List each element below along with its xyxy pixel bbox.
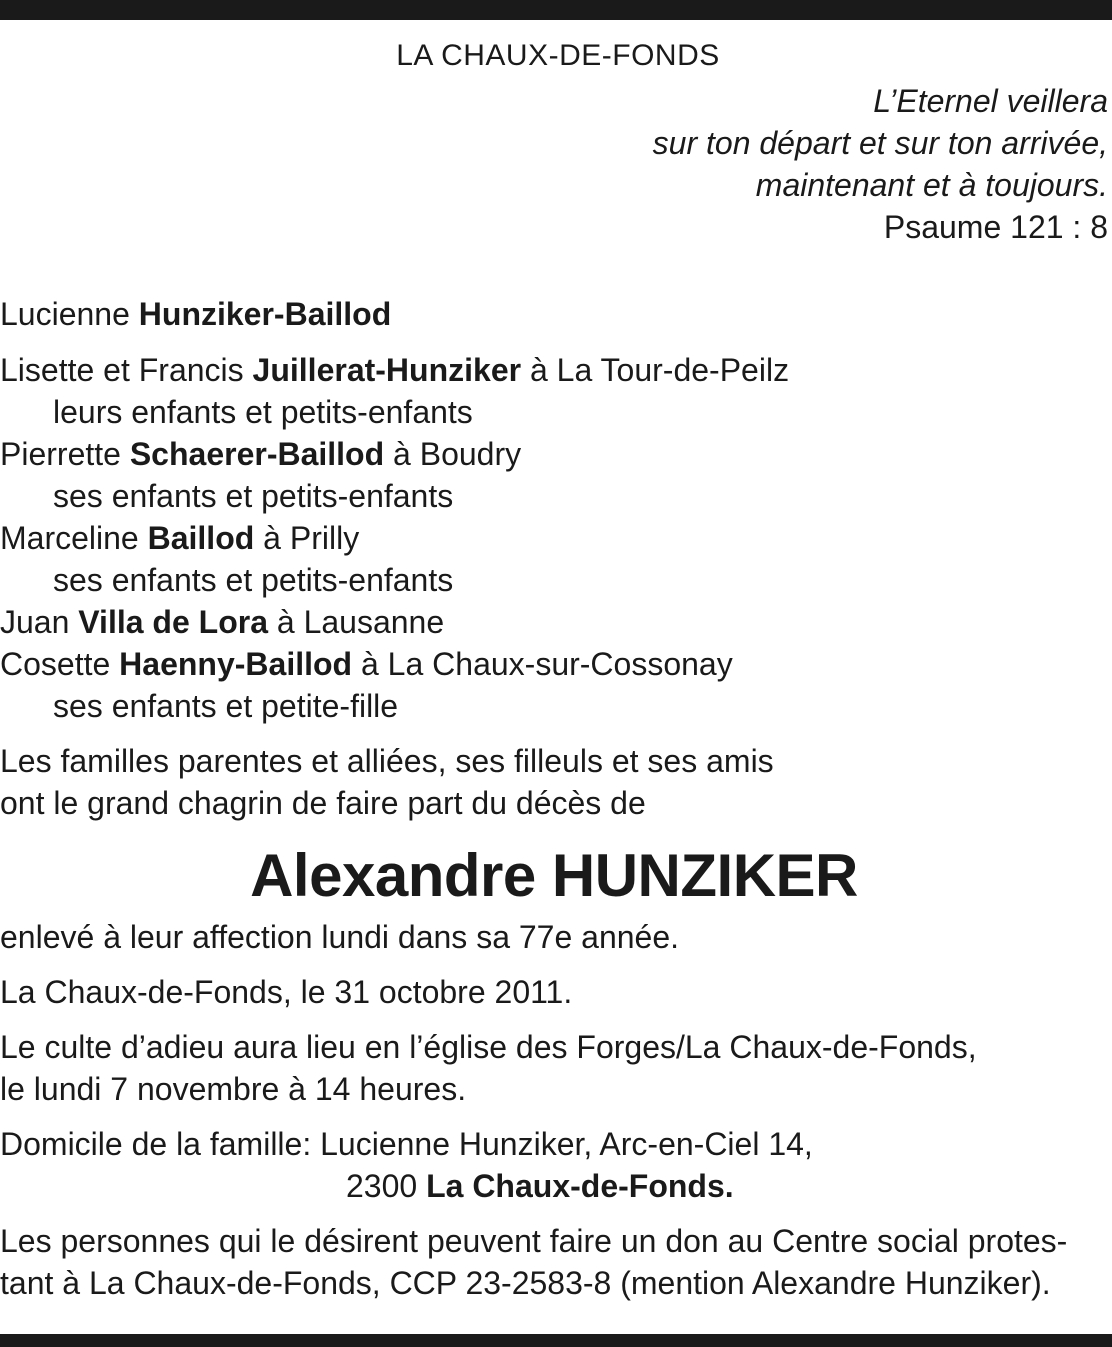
mourner-surname: Haenny-Baillod — [119, 646, 353, 682]
verse-line: sur ton départ et sur ton arrivée, — [652, 125, 1108, 161]
postcode: 2300 — [346, 1168, 427, 1204]
mourner-given: Lucienne — [0, 296, 139, 332]
city: La Chaux-de-Fonds. — [426, 1168, 734, 1204]
place-date: La Chaux-de-Fonds, le 31 octobre 2011. — [0, 974, 573, 1010]
domicile-line: Domicile de la famille: Lucienne Hunziker, Arc-en-Ciel 14, — [0, 1126, 813, 1162]
mourner-descendants: ses enfants et petite-fille — [53, 688, 399, 724]
mourner-descendants: ses enfants et petits-enfants — [53, 478, 454, 514]
donation-line: Les personnes qui le désirent peuvent faire un don au Centre social protes- — [0, 1223, 1068, 1259]
mourner-surname: Schaerer-Baillod — [129, 436, 385, 472]
mourner-place: à La Tour-de-Peilz — [521, 352, 790, 388]
age-statement: enlevé à leur affection lundi dans sa 77e année. — [0, 919, 680, 955]
mourner-surname: Juillerat-Hunziker — [252, 352, 522, 388]
families-announcement — [0, 740, 1108, 824]
service-line: le lundi 7 novembre à 14 heures. — [0, 1071, 467, 1107]
mourner-juan — [0, 601, 1108, 643]
mourner-place: à Lausanne — [267, 604, 445, 640]
mourner-cosette — [0, 643, 1108, 685]
mourner-given: Lisette et Francis — [0, 352, 253, 388]
announcement-line: ont le grand chagrin de faire part du décès de — [0, 785, 646, 821]
mourner-descendants: leurs enfants et petits-enfants — [53, 394, 473, 430]
verse-reference: Psaume 121 : 8 — [883, 209, 1108, 245]
mourner-marceline — [0, 517, 1108, 559]
notice-content — [0, 36, 1108, 1304]
bible-verse — [0, 80, 1108, 248]
domicile-city-line — [0, 1165, 1108, 1207]
mourner-given: Pierrette — [0, 436, 130, 472]
mourner-given: Juan — [0, 604, 79, 640]
deceased-name: Alexandre HUNZIKER — [250, 842, 858, 909]
service-line: Le culte d’adieu aura lieu en l’église des Forges/La Chaux-de-Fonds, — [0, 1029, 977, 1065]
announcement-line: Les familles parentes et alliées, ses filleuls et ses amis — [0, 743, 774, 779]
mourner-surname: Villa de Lora — [78, 604, 268, 640]
mourner-surname: Baillod — [147, 520, 255, 556]
mourner-given: Marceline — [0, 520, 148, 556]
donation-info — [0, 1220, 1108, 1304]
service-info — [0, 1026, 1108, 1110]
mourner-lucienne — [0, 293, 1108, 335]
bottom-rule — [0, 1334, 1112, 1347]
verse-line: maintenant et à toujours. — [755, 167, 1108, 203]
mourner-place: à Prilly — [254, 520, 360, 556]
mourner-pierrette — [0, 433, 1108, 475]
mourner-lisette — [0, 349, 1108, 391]
mourner-place: à Boudry — [384, 436, 522, 472]
mourner-given: Cosette — [0, 646, 120, 682]
mourner-place: à La Chaux-sur-Cossonay — [352, 646, 733, 682]
top-rule — [0, 0, 1112, 20]
family-domicile — [0, 1123, 1108, 1207]
donation-line: tant à La Chaux-de-Fonds, CCP 23-2583-8 (mention Alexandre Hunziker). — [0, 1265, 1051, 1301]
mourner-surname: Hunziker-Baillod — [138, 296, 392, 332]
verse-line: L’Eternel veillera — [873, 83, 1108, 119]
mourner-descendants: ses enfants et petits-enfants — [53, 562, 454, 598]
location-heading: LA CHAUX-DE-FONDS — [396, 39, 720, 72]
mourners-list — [0, 293, 1108, 727]
